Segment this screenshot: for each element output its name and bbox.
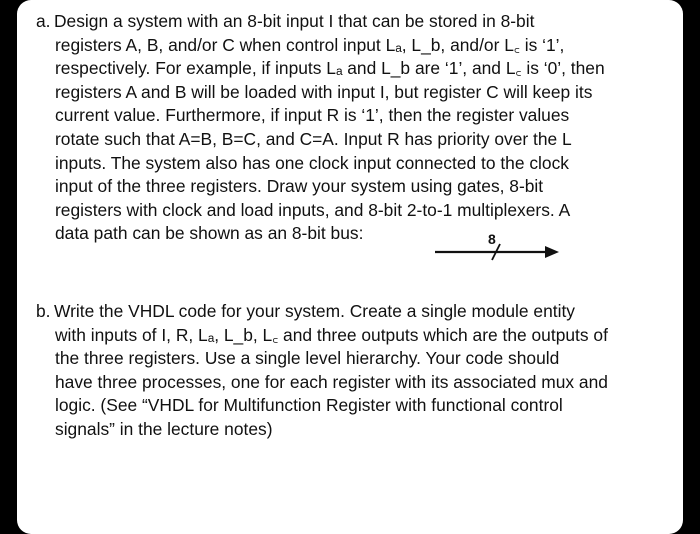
bus-arrowhead [545,246,559,258]
part-b-line-4: have three processes, one for each register with its associated mux and [55,371,608,392]
part-a-line-2: registers A, B, and/or C when control input Lₐ, L_b, and/or L꜀ is ‘1’, [55,34,565,55]
part-b-line-6: signals” in the lecture notes) [55,418,273,439]
part-b-line-1: b. Write the VHDL code for your system. Create a single module entity [55,300,655,324]
part-b-line-5: logic. (See “VHDL for Multifunction Register with functional control [55,395,563,416]
part-a-line-5: current value. Furthermore, if input R is ‘1’, then the register values [55,105,570,126]
bus-width-label: 8 [488,231,496,247]
part-a-line-1: a. Design a system with an 8-bit input I that can be stored in 8-bit [55,10,655,34]
part-a-label: a. [36,11,51,31]
part-b-line-3: the three registers. Use a single level hierarchy. Your code should [55,348,560,369]
part-a-line-8: input of the three registers. Draw your system using gates, 8-bit [55,176,544,197]
part-a-line-9: registers with clock and load inputs, and 8-bit 2-to-1 multiplexers. A [55,199,571,220]
part-b-label: b. [36,301,51,321]
part-a-line-10: data path can be shown as an 8-bit bus: [55,223,364,244]
part-a-line-3: respectively. For example, if inputs Lₐ and L_b are ‘1’, and L꜀ is ‘0’, then [55,58,605,79]
bus-arrow-icon [435,230,559,270]
part-a-line-6: rotate such that A=B, B=C, and C=A. Input R has priority over the L [55,128,572,149]
document-page [17,0,683,534]
part-b-text [36,300,655,442]
part-b-line-2: with inputs of I, R, Lₐ, L_b, L꜀ and three outputs which are the outputs of [55,324,608,345]
part-a-line-7: inputs. The system also has one clock input connected to the clock [55,152,569,173]
part-a-text [36,10,655,246]
part-a-line-4: registers A and B will be loaded with input I, but register C will keep its [55,81,593,102]
